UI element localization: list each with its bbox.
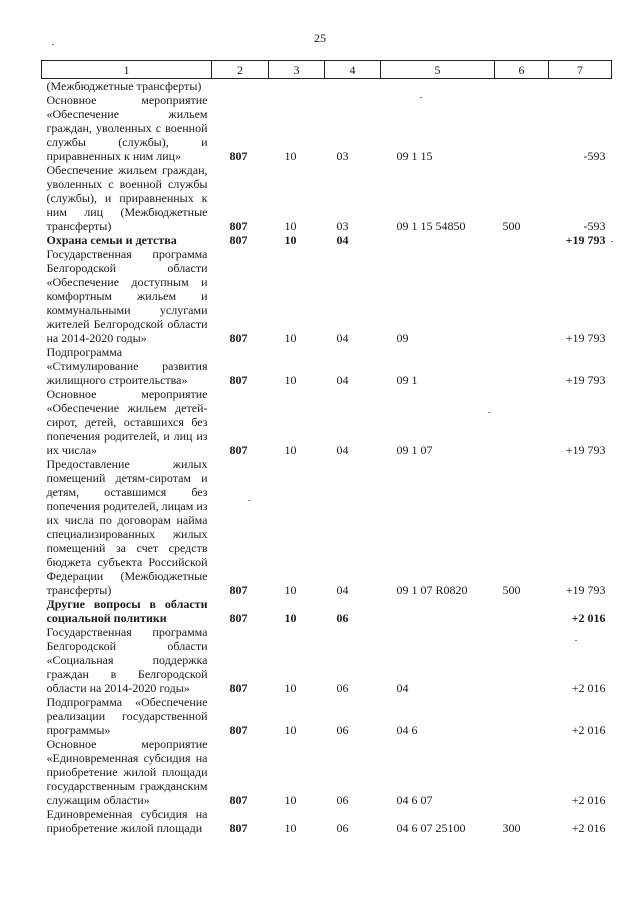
row-glrs-code: 807 bbox=[229, 233, 248, 247]
row-expense-type-code bbox=[495, 345, 549, 387]
row-expense-type-code: 300 bbox=[502, 821, 521, 835]
scan-speck bbox=[488, 412, 490, 413]
row-subsection-code: 04 bbox=[336, 233, 349, 247]
row-expense-type-code bbox=[495, 79, 549, 94]
header-col-5: 5 bbox=[381, 61, 495, 79]
row-glrs-code: 807 bbox=[229, 793, 248, 807]
row-expense-type-code bbox=[495, 597, 549, 625]
header-col-3: 3 bbox=[269, 61, 325, 79]
row-section-code: 10 bbox=[284, 373, 297, 387]
row-name: Государственная программа Белгородской области «Социальная поддержка граждан в Белгородской области на 2014-2020 годы» bbox=[46, 625, 208, 695]
row-section-code: 10 bbox=[284, 793, 297, 807]
row-expense-type-code: 500 bbox=[502, 219, 521, 233]
row-amount: +2 016 bbox=[571, 723, 606, 737]
row-target-article-code: 04 bbox=[396, 681, 409, 695]
table-row bbox=[42, 387, 612, 457]
row-amount: +19 793 bbox=[565, 583, 606, 597]
scan-speck bbox=[420, 97, 422, 98]
header-col-7: 7 bbox=[549, 61, 612, 79]
row-name: Основное мероприятие «Обеспечение жильем детей-сирот, детей, оставшихся без попечения родителей, и лиц из их числа» bbox=[46, 387, 208, 457]
row-subsection-code: 06 bbox=[336, 793, 349, 807]
row-glrs-code: 807 bbox=[229, 373, 248, 387]
row-target-article-code: 09 1 15 bbox=[396, 149, 433, 163]
row-glrs-code: 807 bbox=[229, 681, 248, 695]
row-expense-type-code: 500 bbox=[502, 583, 521, 597]
row-target-article-code: 09 bbox=[396, 331, 409, 345]
table-row bbox=[42, 597, 612, 625]
row-expense-type-code bbox=[495, 93, 549, 163]
row-section-code: 10 bbox=[284, 219, 297, 233]
row-expense-type-code bbox=[495, 247, 549, 345]
row-name: (Межбюджетные трансферты) bbox=[46, 79, 202, 93]
row-amount: +19 793 bbox=[565, 233, 606, 247]
row-glrs-code: 807 bbox=[229, 443, 248, 457]
header-col-6: 6 bbox=[495, 61, 549, 79]
row-glrs-code: 807 bbox=[229, 219, 248, 233]
row-expense-type-code bbox=[495, 737, 549, 807]
row-expense-type-code bbox=[495, 625, 549, 695]
table-body bbox=[42, 79, 612, 836]
row-amount: +2 016 bbox=[571, 611, 606, 625]
table-row bbox=[42, 233, 612, 247]
row-name: Государственная программа Белгородской области «Обеспечение доступным и комфортным жильем и коммунальными услугами жителей Белгородской области на 2014-2020 годы» bbox=[46, 247, 208, 345]
row-amount: -593 bbox=[583, 149, 606, 163]
row-target-article-code bbox=[381, 79, 495, 94]
row-subsection-code: 03 bbox=[336, 219, 349, 233]
row-expense-type-code bbox=[495, 387, 549, 457]
table-row bbox=[42, 345, 612, 387]
row-glrs-code: 807 bbox=[229, 723, 248, 737]
row-subsection-code: 06 bbox=[336, 821, 349, 835]
row-name: Другие вопросы в области социальной политики bbox=[46, 597, 208, 625]
table-row bbox=[42, 457, 612, 597]
row-subsection-code: 06 bbox=[336, 723, 349, 737]
row-subsection-code: 04 bbox=[336, 331, 349, 345]
row-name: Единовременная субсидия на приобретение жилой площади bbox=[46, 807, 208, 835]
table-row bbox=[42, 93, 612, 163]
row-subsection-code: 04 bbox=[336, 583, 349, 597]
row-amount bbox=[549, 79, 612, 94]
row-target-article-code: 04 6 bbox=[396, 723, 418, 737]
row-glrs-code: 807 bbox=[229, 821, 248, 835]
scan-speck bbox=[611, 241, 613, 242]
header-col-2: 2 bbox=[212, 61, 269, 79]
table-row bbox=[42, 695, 612, 737]
row-section-code: 10 bbox=[284, 821, 297, 835]
table-row bbox=[42, 163, 612, 233]
row-section-code: 10 bbox=[284, 583, 297, 597]
row-section-code: 10 bbox=[284, 149, 297, 163]
table-row bbox=[42, 737, 612, 807]
row-name: Основное мероприятие «Единовременная субсидия на приобретение жилой площади государственным гражданским служащим области» bbox=[46, 737, 208, 807]
row-glrs-code bbox=[212, 79, 269, 94]
table-header bbox=[42, 61, 612, 79]
budget-table bbox=[41, 60, 612, 835]
row-section-code: 10 bbox=[284, 681, 297, 695]
page-number: 25 bbox=[314, 31, 326, 45]
row-section-code: 10 bbox=[284, 331, 297, 345]
row-target-article-code: 09 1 15 54850 bbox=[396, 219, 466, 233]
row-target-article-code bbox=[381, 233, 495, 247]
row-glrs-code: 807 bbox=[229, 611, 248, 625]
row-subsection-code: 06 bbox=[336, 611, 349, 625]
row-glrs-code: 807 bbox=[229, 331, 248, 345]
row-amount: -593 bbox=[583, 219, 606, 233]
row-name: Предоставление жилых помещений детям-сиротам и детям, оставшимся без попечения родителей, лицам из их числа по договорам найма специализированных жилых помещений за счет средств бюджета субъекта Российской Федерации (Межбюджетные трансферты) bbox=[46, 457, 208, 597]
row-expense-type-code bbox=[495, 233, 549, 247]
row-section-code: 10 bbox=[284, 233, 297, 247]
table-row bbox=[42, 79, 612, 94]
table-row bbox=[42, 625, 612, 695]
row-target-article-code: 09 1 07 R0820 bbox=[396, 583, 468, 597]
scan-speck bbox=[248, 500, 250, 501]
row-subsection-code: 06 bbox=[336, 681, 349, 695]
row-name: Подпрограмма «Стимулирование развития жилищного строительства» bbox=[46, 345, 208, 387]
row-expense-type-code bbox=[495, 695, 549, 737]
row-section-code: 10 bbox=[284, 611, 297, 625]
header-col-1: 1 bbox=[42, 61, 212, 79]
row-section-code bbox=[269, 79, 325, 94]
row-amount: +2 016 bbox=[571, 793, 606, 807]
row-name: Основное мероприятие «Обеспечение жильем граждан, уволенных с военной службы (службы), и приравненных к ним лиц» bbox=[46, 93, 208, 163]
row-name: Подпрограмма «Обеспечение реализации государственной программы» bbox=[46, 695, 208, 737]
row-name: Обеспечение жильем граждан, уволенных с военной службы (службы), и приравненных к ним лиц (Межбюджетные трансферты) bbox=[46, 163, 208, 233]
row-section-code: 10 bbox=[284, 723, 297, 737]
scan-speck bbox=[52, 44, 54, 45]
row-amount: +19 793 bbox=[565, 331, 606, 345]
row-target-article-code: 09 1 07 bbox=[396, 443, 433, 457]
row-section-code: 10 bbox=[284, 443, 297, 457]
row-amount: +19 793 bbox=[565, 373, 606, 387]
header-col-4: 4 bbox=[325, 61, 381, 79]
row-target-article-code: 04 6 07 25100 bbox=[396, 821, 466, 835]
row-target-article-code: 04 6 07 bbox=[396, 793, 433, 807]
row-amount: +2 016 bbox=[571, 821, 606, 835]
row-amount: +2 016 bbox=[571, 681, 606, 695]
row-subsection-code bbox=[325, 79, 381, 94]
scan-speck bbox=[575, 640, 577, 641]
row-glrs-code: 807 bbox=[229, 583, 248, 597]
row-target-article-code: 09 1 bbox=[396, 373, 418, 387]
row-subsection-code: 04 bbox=[336, 443, 349, 457]
row-subsection-code: 03 bbox=[336, 149, 349, 163]
row-name: Охрана семьи и детства bbox=[46, 233, 177, 247]
row-glrs-code: 807 bbox=[229, 149, 248, 163]
row-amount: +19 793 bbox=[565, 443, 606, 457]
header-row bbox=[42, 61, 612, 79]
row-target-article-code bbox=[381, 597, 495, 625]
table-row bbox=[42, 807, 612, 835]
row-subsection-code: 04 bbox=[336, 373, 349, 387]
table-row bbox=[42, 247, 612, 345]
